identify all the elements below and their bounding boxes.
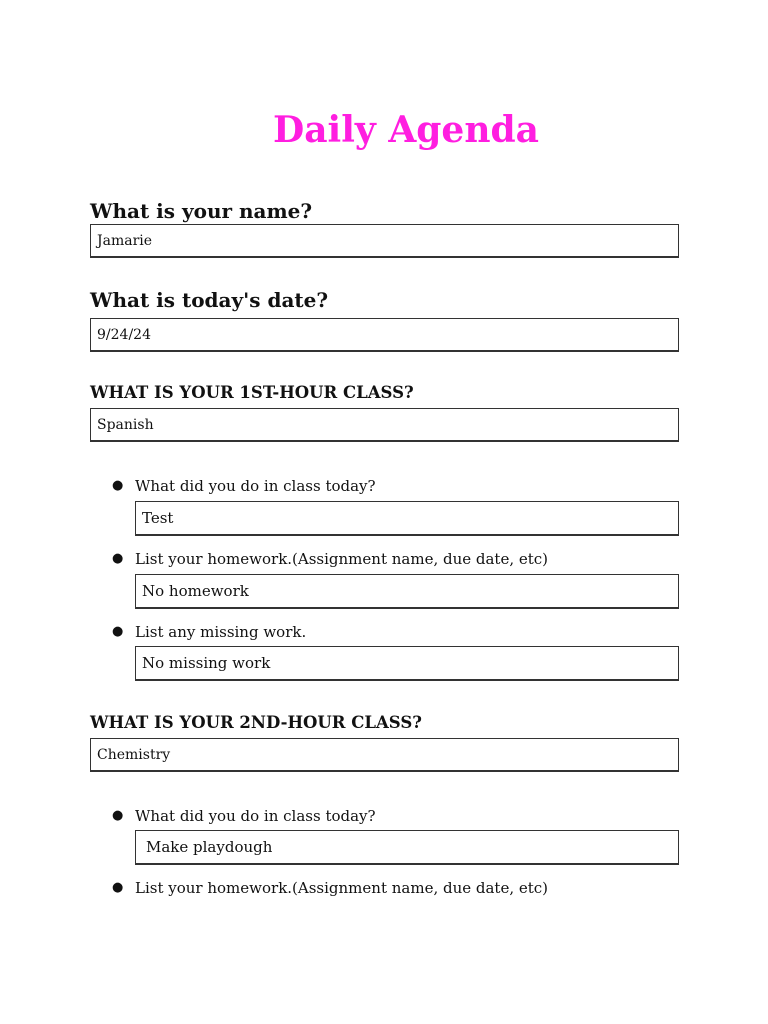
class1-missing-label: List any missing work.	[135, 623, 307, 641]
class2-field[interactable]: Chemistry	[90, 738, 679, 772]
class2-homework-label: List your homework.(Assignment name, due date, etc)	[135, 879, 549, 897]
bullet-icon: ●	[112, 808, 124, 823]
class1-activity-item	[112, 476, 376, 496]
bullet-icon: ●	[112, 624, 124, 639]
class1-homework-field[interactable]: No homework	[135, 574, 679, 609]
bullet-icon: ●	[112, 478, 124, 493]
date-question: What is today's date?	[90, 288, 329, 312]
date-field[interactable]: 9/24/24	[90, 318, 679, 352]
class2-activity-field[interactable]: Make playdough	[135, 830, 679, 865]
name-question: What is your name?	[90, 199, 313, 223]
class2-homework-item	[112, 878, 548, 898]
class2-activity-label: What did you do in class today?	[135, 807, 376, 825]
class1-homework-item	[112, 549, 548, 569]
class1-missing-field[interactable]: No missing work	[135, 646, 679, 681]
bullet-icon: ●	[112, 551, 124, 566]
class1-activity-label: What did you do in class today?	[135, 477, 376, 495]
class1-question: WHAT IS YOUR 1ST-HOUR CLASS?	[90, 383, 414, 402]
class1-field[interactable]: Spanish	[90, 408, 679, 442]
page-title: Daily Agenda	[272, 109, 540, 151]
class2-question: WHAT IS YOUR 2ND-HOUR CLASS?	[90, 713, 422, 732]
name-field[interactable]: Jamarie	[90, 224, 679, 258]
class1-homework-label: List your homework.(Assignment name, due date, etc)	[135, 550, 549, 568]
class1-missing-item	[112, 622, 306, 642]
class2-activity-item	[112, 806, 376, 826]
bullet-icon: ●	[112, 880, 124, 895]
class1-activity-field[interactable]: Test	[135, 501, 679, 536]
